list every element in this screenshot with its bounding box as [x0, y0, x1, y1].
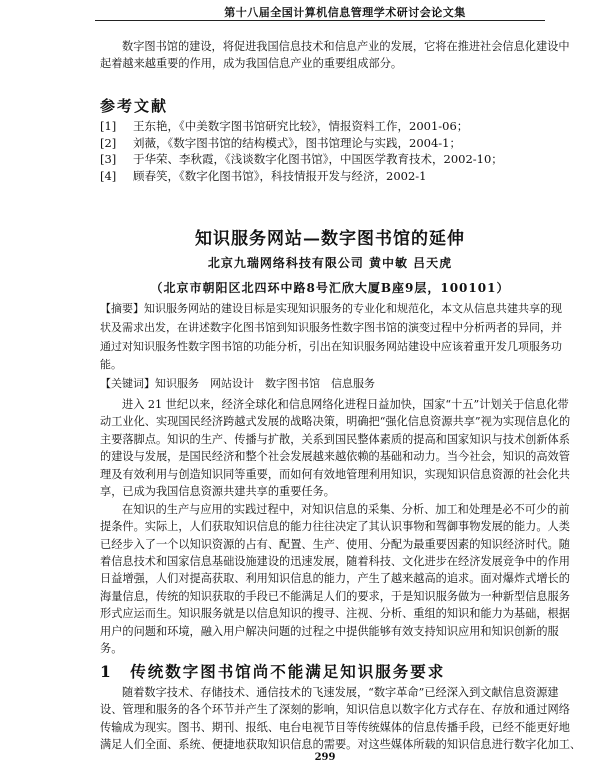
reference-number: [2] [100, 136, 117, 150]
reference-item [100, 118, 468, 135]
article-title: 知识服务网站—数字图书馆的延伸 [195, 229, 465, 249]
running-header: 第十八届全国计算机信息管理学术研讨会论文集 [224, 6, 466, 19]
text-line: 能。 [100, 358, 122, 371]
text-line: 海量信息，传统的知识获取的手段已不能满足人们的要求，于是知识服务做为一种新型信息服务 [100, 590, 570, 603]
text-line: 享，已成为我国信息资源共建共享的重要任务。 [100, 485, 335, 498]
reference-item [100, 168, 426, 185]
text-line: 理及有效利用与创造知识同等重要，而如何有效地管理利用知识，实现知识信息资源的社会化共 [100, 468, 570, 481]
references-heading: 参考文献 [100, 97, 169, 115]
reference-text: 王东艳，《中美数字图书馆研究比较》，情报资料工作，2001-06； [133, 119, 469, 133]
reference-text: 于华荣、李秋霞，《浅谈数字化图书馆》，中国医学教育技术，2002-10； [133, 152, 503, 166]
text-line: 数字图书馆的建设，将促进我国信息技术和信息产业的发展，它将在推进社会信息化建设中 [122, 40, 570, 53]
text-line: 传输成为现实。图书、期刊、报纸、电台电视节目等传统媒体的信息传播手段，已经不能更好地 [100, 721, 570, 734]
text-line: 用户的问题和环境，融入用户解决问题的过程之中提供能够有效支持知识应用和知识创新的服 [100, 625, 559, 638]
reference-number: [4] [100, 169, 117, 183]
text-line: 随着数字技术、存储技术、通信技术的飞速发展，“数字革命”已经深入到文献信息资源建 [122, 686, 559, 699]
article-address: （北京市朝阳区北四环中路8号汇欣大厦B座9层，100101） [150, 281, 510, 295]
header-rule [95, 20, 545, 21]
text-line: 在知识的生产与应用的实践过程中，对知识信息的采集、分析、加工和处理是必不可少的前 [122, 503, 570, 516]
text-line: 主要落脚点。知识的生产、传播与扩散，关系到国民整体素质的提高和国家知识与技术创新体系 [100, 433, 570, 446]
section-1-heading: 1 传统数字图书馆尚不能满足知识服务要求 [100, 662, 446, 681]
reference-text: 顾春笑，《数字化图书馆》，科技情报开发与经济，2002-1 [133, 169, 427, 183]
reference-number: [1] [100, 119, 117, 133]
text-line: 日益增强，人们对提高获取、利用知识信息的能力，产生了越来越高的追求。面对爆炸式增长的 [100, 572, 570, 585]
text-line: 设、管理和服务的各个环节并产生了深刻的影响，知识信息以数字化方式存在、存放和通过网络 [100, 703, 570, 716]
text-line: 通过对知识服务性数字图书馆的功能分析，引出在知识服务网站建设中应该着重开发几项服务功 [100, 340, 562, 353]
text-line: 已经步入了一个以知识资源的占有、配置、生产、使用、分配为最重要因素的知识经济时代。随 [100, 538, 570, 551]
reference-number: [3] [100, 152, 117, 166]
text-line: 的建设与发展，是国民经济和整个社会发展越来越依赖的基础和动力。当今社会，知识的高效管 [100, 450, 570, 463]
text-line: 提条件。实际上，人们获取知识信息的能力往往决定了其认识事物和驾御事物发展的能力。人类 [100, 520, 570, 533]
text-line: 着信息技术和国家信息基础设施建设的迅速发展，随着科技、文化进步在经济发展竞争中的作用 [100, 555, 570, 568]
page-number: 299 [314, 752, 336, 763]
text-line: 满足人们全面、系统、便捷地获取知识信息的需要。对这些媒体所载的知识信息进行数字化加工、 [100, 738, 582, 751]
keywords: 【关键词】知识服务 网站设计 数字图书馆 信息服务 [100, 377, 375, 390]
text-line: 动工业化、实现国民经济跨越式发展的战略决策，明确把“强化信息资源共享”视为实现信息化的 [100, 415, 571, 428]
reference-item [100, 151, 503, 168]
text-line: 起着越来越重要的作用，成为我国信息产业的重要组成部分。 [100, 57, 403, 70]
reference-text: 刘薇，《数字图书馆的结构模式》，图书馆理论与实践，2004-1； [133, 136, 461, 150]
reference-item [100, 135, 461, 152]
text-line: 进入 21 世纪以来，经济全球化和信息网络化进程日益加快，国家“十五”计划关于信息化带 [122, 398, 569, 411]
text-line: 【摘要】知识服务网站的建设目标是实现知识服务的专业化和规范化，本文从信息共建共享的现 [100, 302, 562, 315]
article-authors: 北京九瑞网络科技有限公司 黄中敏 吕天虎 [207, 256, 453, 270]
text-line: 务。 [100, 642, 123, 655]
text-line: 形式应运而生。知识服务就是以信息知识的搜寻、注视、分析、重组的知识和能力为基础，根据 [100, 607, 570, 620]
text-line: 状及需求出发，在讲述数字化图书馆到知识服务性数字图书馆的演变过程中分析两者的异同，并 [100, 321, 562, 334]
